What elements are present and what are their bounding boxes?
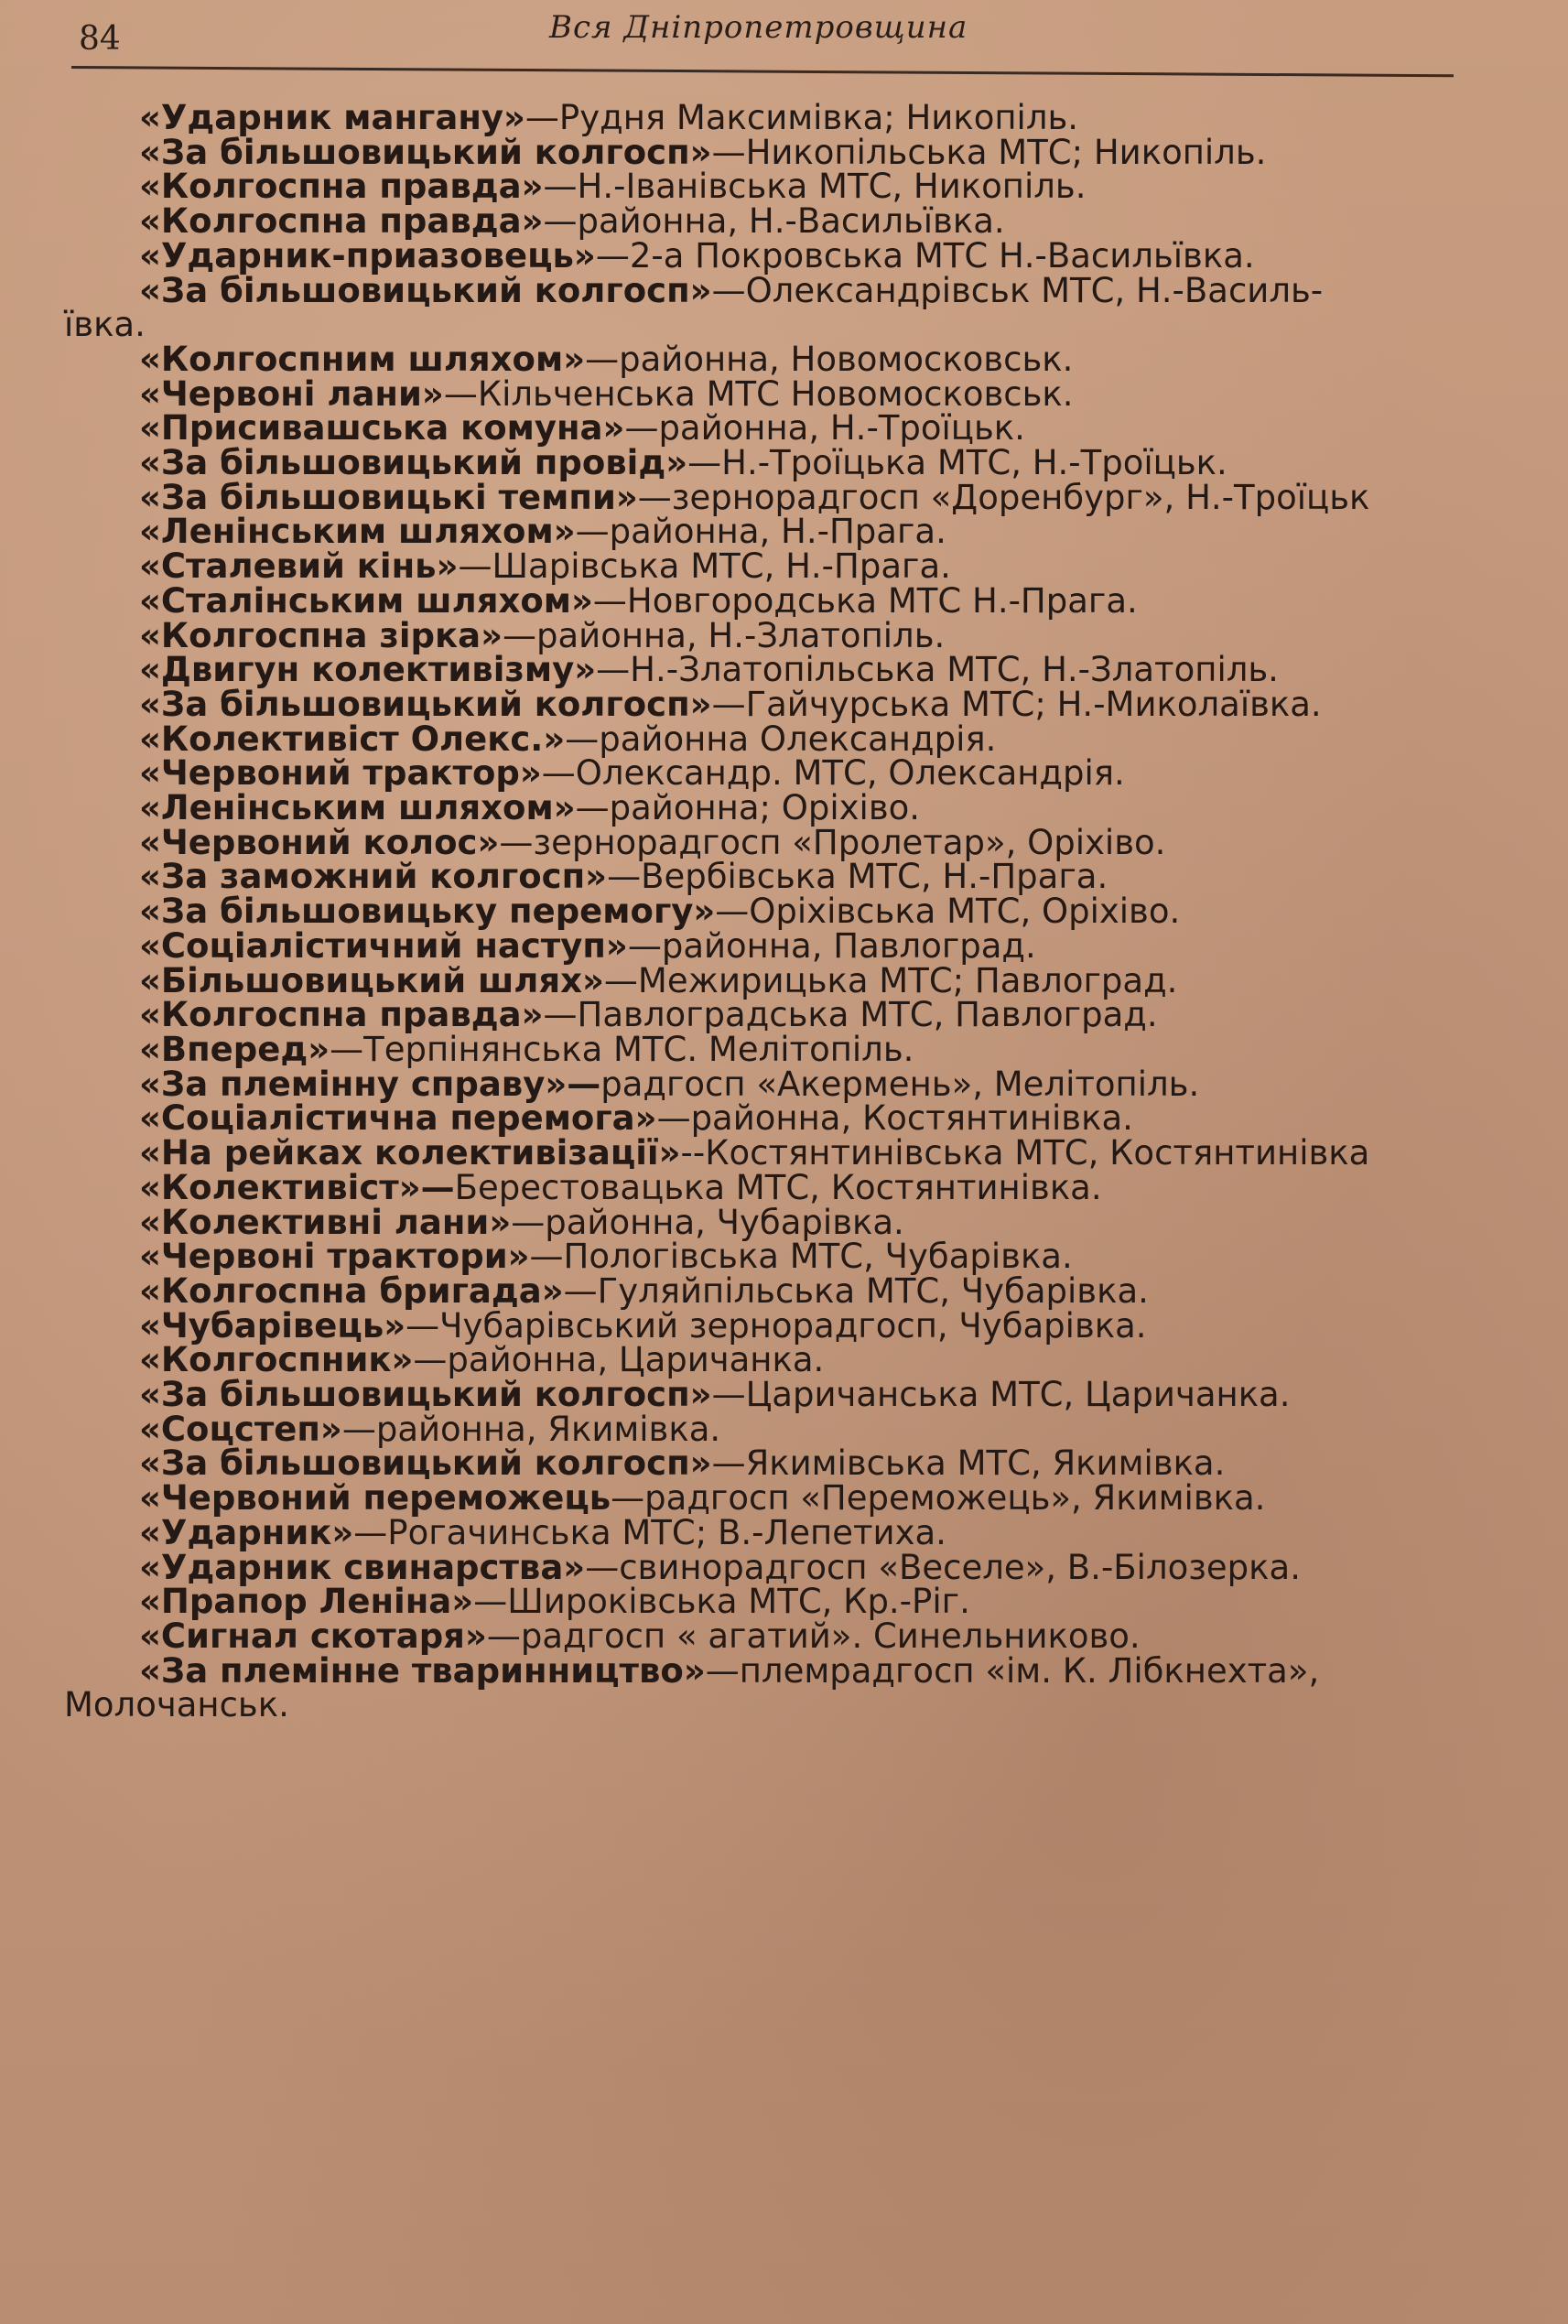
list-item (64, 1270, 1474, 1311)
list-item (64, 235, 1474, 276)
list-item (64, 132, 1474, 172)
entry-details: —радгосп «Переможець», Якимівка. (611, 1478, 1266, 1519)
list-item (64, 1375, 1474, 1415)
entry-details: —районна, Царичанка. (413, 1340, 825, 1380)
entry-name: «За більшовицький колгосп» (139, 684, 712, 724)
entry-details: —районна, Павлоград. (627, 925, 1036, 966)
entry-details: —свинорадгосп «Веселе», В.-Білозерка. (585, 1547, 1301, 1587)
entry-details: —Царичанська МТС, Царичанка. (711, 1375, 1291, 1415)
list-item (64, 1202, 1474, 1242)
entry-details: —Гайчурська МТС; Н.-Миколаївка. (711, 684, 1322, 724)
entry-name: «За племінну справу»— (139, 1064, 601, 1104)
entry-details: —Олександр. МТС, Олександрія. (541, 753, 1125, 794)
entry-name: «Червоні трактори» (139, 1237, 530, 1277)
entry-name: «Більшовицький шлях» (139, 960, 604, 1000)
list-item (64, 1133, 1474, 1173)
entry-details: —Кільченська МТС Новомосковськ. (443, 373, 1074, 414)
entry-details: —Никопільська МТС; Никопіль. (711, 132, 1267, 172)
list-item (64, 546, 1474, 587)
entry-name: «Соцстеп» (139, 1409, 342, 1449)
list-item (64, 1305, 1474, 1346)
entry-name: «За більшовицький колгосп» (139, 1375, 712, 1415)
entry-details: —Оріхівська МТС, Оріхіво. (715, 892, 1181, 932)
entry-name: «За більшовицький колгосп» (139, 1443, 712, 1484)
entry-details: —Гуляйпільська МТС, Чубарівка. (563, 1270, 1149, 1311)
entry-details: —Вербівська МТС, Н.-Прага. (607, 857, 1108, 897)
entry-details: —Пологівська МТС, Чубарівка. (529, 1237, 1073, 1277)
entry-details: —племрадгосп «ім. К. Лібкнехта», (705, 1650, 1320, 1691)
list-item (64, 1616, 1474, 1656)
entry-name: «Соціалістичний наступ» (139, 925, 628, 966)
entry-name: «Сталінським шляхом» (139, 580, 593, 621)
list-item (64, 1167, 1474, 1207)
entry-details: Берестовацька МТС, Костянтинівка. (454, 1167, 1102, 1207)
entry-details: —районна, Н.-Васильївка. (543, 201, 1005, 242)
entry-details: —Рогачинська МТС; В.-Лепетиха. (353, 1512, 946, 1552)
list-item (64, 788, 1474, 828)
list-item (64, 167, 1474, 207)
entry-name: «Червоні лани» (139, 373, 444, 414)
entry-name: «Вперед» (139, 1029, 330, 1069)
list-item (64, 201, 1474, 242)
entry-details: —Чубарівський зернорадгосп, Чубарівка. (406, 1305, 1147, 1346)
list-item (64, 995, 1474, 1035)
list-item (64, 1409, 1474, 1449)
entry-details: —районна Олександрія. (565, 719, 997, 759)
list-item (64, 1582, 1474, 1622)
entry-name: «Колгоспна зірка» (139, 615, 503, 655)
entry-details: —зернорадгосп «Доренбург», Н.-Троїцьк (637, 477, 1370, 517)
list-item (64, 822, 1474, 862)
list-item (64, 1098, 1474, 1139)
entry-name: «Колгоспник» (139, 1340, 414, 1380)
entry-name: «Сигнал скотаря» (139, 1616, 487, 1656)
list-item (64, 1443, 1474, 1484)
entry-name: «Червоний переможець (139, 1478, 611, 1519)
entry-details: —Н.-Троїцька МТС, Н.-Троїцьк. (687, 443, 1227, 483)
list-item (64, 925, 1474, 966)
entry-details: —районна, Н.-Златопіль. (502, 615, 946, 655)
entry-name: «Колгоспна правда» (139, 201, 544, 242)
list-item (64, 477, 1474, 517)
entry-name: «Ударник мангану» (139, 98, 525, 137)
entry-name: «За заможний колгосп» (139, 857, 608, 897)
entry-details: —районна, Н.-Прага. (575, 512, 946, 552)
list-item (64, 443, 1474, 483)
list-item (64, 615, 1474, 655)
list-item (64, 1029, 1474, 1069)
entry-name: «Ударник-приазовець» (139, 235, 596, 276)
list-item (64, 270, 1474, 310)
entry-details: —районна, Костянтинівка. (656, 1098, 1133, 1139)
entry-name: «За більшовицький колгосп» (139, 132, 712, 172)
entry-name: «Колективні лани» (139, 1202, 512, 1242)
entry-name: «Соціалістична перемога» (139, 1098, 657, 1139)
page-number: 84 (79, 20, 121, 58)
entry-name: «Ударник свинарства» (139, 1547, 586, 1587)
list-item (64, 1478, 1474, 1519)
entry-details: —районна, Якимівка. (341, 1409, 721, 1449)
list-item (64, 892, 1474, 932)
entry-details: --Костянтинівська МТС, Костянтинівка (680, 1133, 1370, 1173)
entry-details: —Павлоградська МТС, Павлоград. (543, 995, 1158, 1035)
list-item (64, 753, 1474, 794)
entry-name: «На рейках колективізації» (139, 1133, 681, 1173)
entry-details: —районна; Оріхіво. (575, 788, 921, 828)
entry-details: —радгосп « агатий». Синельниково. (486, 1616, 1141, 1656)
entry-continuation: Молочанськ. (64, 1685, 289, 1725)
entry-details: —Новгородська МТС Н.-Прага. (592, 580, 1138, 621)
list-item (64, 857, 1474, 897)
entry-name: «Ударник» (139, 1512, 354, 1552)
entry-details: —Н.-Іванівська МТС, Никопіль. (543, 167, 1087, 207)
entry-name: «За більшовицьку перемогу» (139, 892, 716, 932)
entry-continuation: ївка. (64, 305, 146, 345)
entry-details: —Н.-Златопільська МТС, Н.-Златопіль. (596, 650, 1279, 690)
entry-list (64, 98, 1474, 1725)
entry-name: «Двигун колективізму» (139, 650, 597, 690)
list-item (64, 1237, 1474, 1277)
list-item (64, 408, 1474, 449)
list-item (64, 719, 1474, 759)
list-item (64, 512, 1474, 552)
entry-name: «Колгоспним шляхом» (139, 339, 586, 379)
list-item (64, 1547, 1474, 1587)
entry-name: «Колгоспна правда» (139, 995, 544, 1035)
entry-name: «Ленінським шляхом» (139, 512, 576, 552)
page-header (0, 0, 1568, 92)
entry-name: «Присивашська комуна» (139, 408, 625, 449)
entry-name: «Колгоспна правда» (139, 167, 544, 207)
entry-name: «Ленінським шляхом» (139, 788, 576, 828)
list-item (64, 1340, 1474, 1380)
entry-details: —Олександрівськ МТС, Н.-Василь- (711, 270, 1324, 310)
entry-details: —Широківська МТС, Кр.-Ріг. (473, 1582, 970, 1622)
entry-name: «За більшовицький колгосп» (139, 270, 712, 310)
list-item (64, 98, 1474, 137)
entry-name: «Червоний колос» (139, 822, 500, 862)
running-head: Вся Дніпропетровщина (549, 9, 968, 46)
entry-details: —Шарівська МТС, Н.-Прага. (458, 546, 951, 587)
entry-name: «Колгоспна бригада» (139, 1270, 564, 1311)
entry-details: радгосп «Акермень», Мелітопіль. (600, 1064, 1200, 1104)
list-item (64, 1512, 1474, 1552)
entry-name: «Чубарівець» (139, 1305, 406, 1346)
entry-name: «За більшовицький провід» (139, 443, 688, 483)
list-item (64, 1650, 1474, 1691)
list-item (64, 960, 1474, 1000)
entry-details: —2-а Покровська МТС Н.-Васильївка. (595, 235, 1255, 276)
entry-name: «Прапор Леніна» (139, 1582, 474, 1622)
list-item (64, 684, 1474, 724)
entry-details: —Якимівська МТС, Якимівка. (711, 1443, 1226, 1484)
entry-name: «Червоний трактор» (139, 753, 542, 794)
entry-name: «Сталевий кінь» (139, 546, 459, 587)
header-rule (71, 66, 1454, 77)
list-item (64, 373, 1474, 414)
entry-name: «За племінне тваринництво» (139, 1650, 706, 1691)
entry-details: —районна, Н.-Троїцьк. (624, 408, 1025, 449)
entry-details: —зернорадгосп «Пролетар», Оріхіво. (499, 822, 1166, 862)
entry-details: —Терпінянська МТС. Мелітопіль. (330, 1029, 914, 1069)
entry-details: —районна, Чубарівка. (511, 1202, 904, 1242)
entry-name: «Колективіст»— (139, 1167, 455, 1207)
entry-details: —районна, Новомосковськ. (585, 339, 1074, 379)
list-item (64, 1064, 1474, 1104)
entry-details: —Межирицька МТС; Павлоград. (603, 960, 1178, 1000)
list-item (64, 339, 1474, 379)
entry-name: «Колективіст Олекс.» (139, 719, 566, 759)
list-item (64, 650, 1474, 690)
entry-name: «За більшовицькі темпи» (139, 477, 638, 517)
entry-details: —Рудня Максимівка; Никопіль. (524, 98, 1079, 137)
list-item (64, 580, 1474, 621)
